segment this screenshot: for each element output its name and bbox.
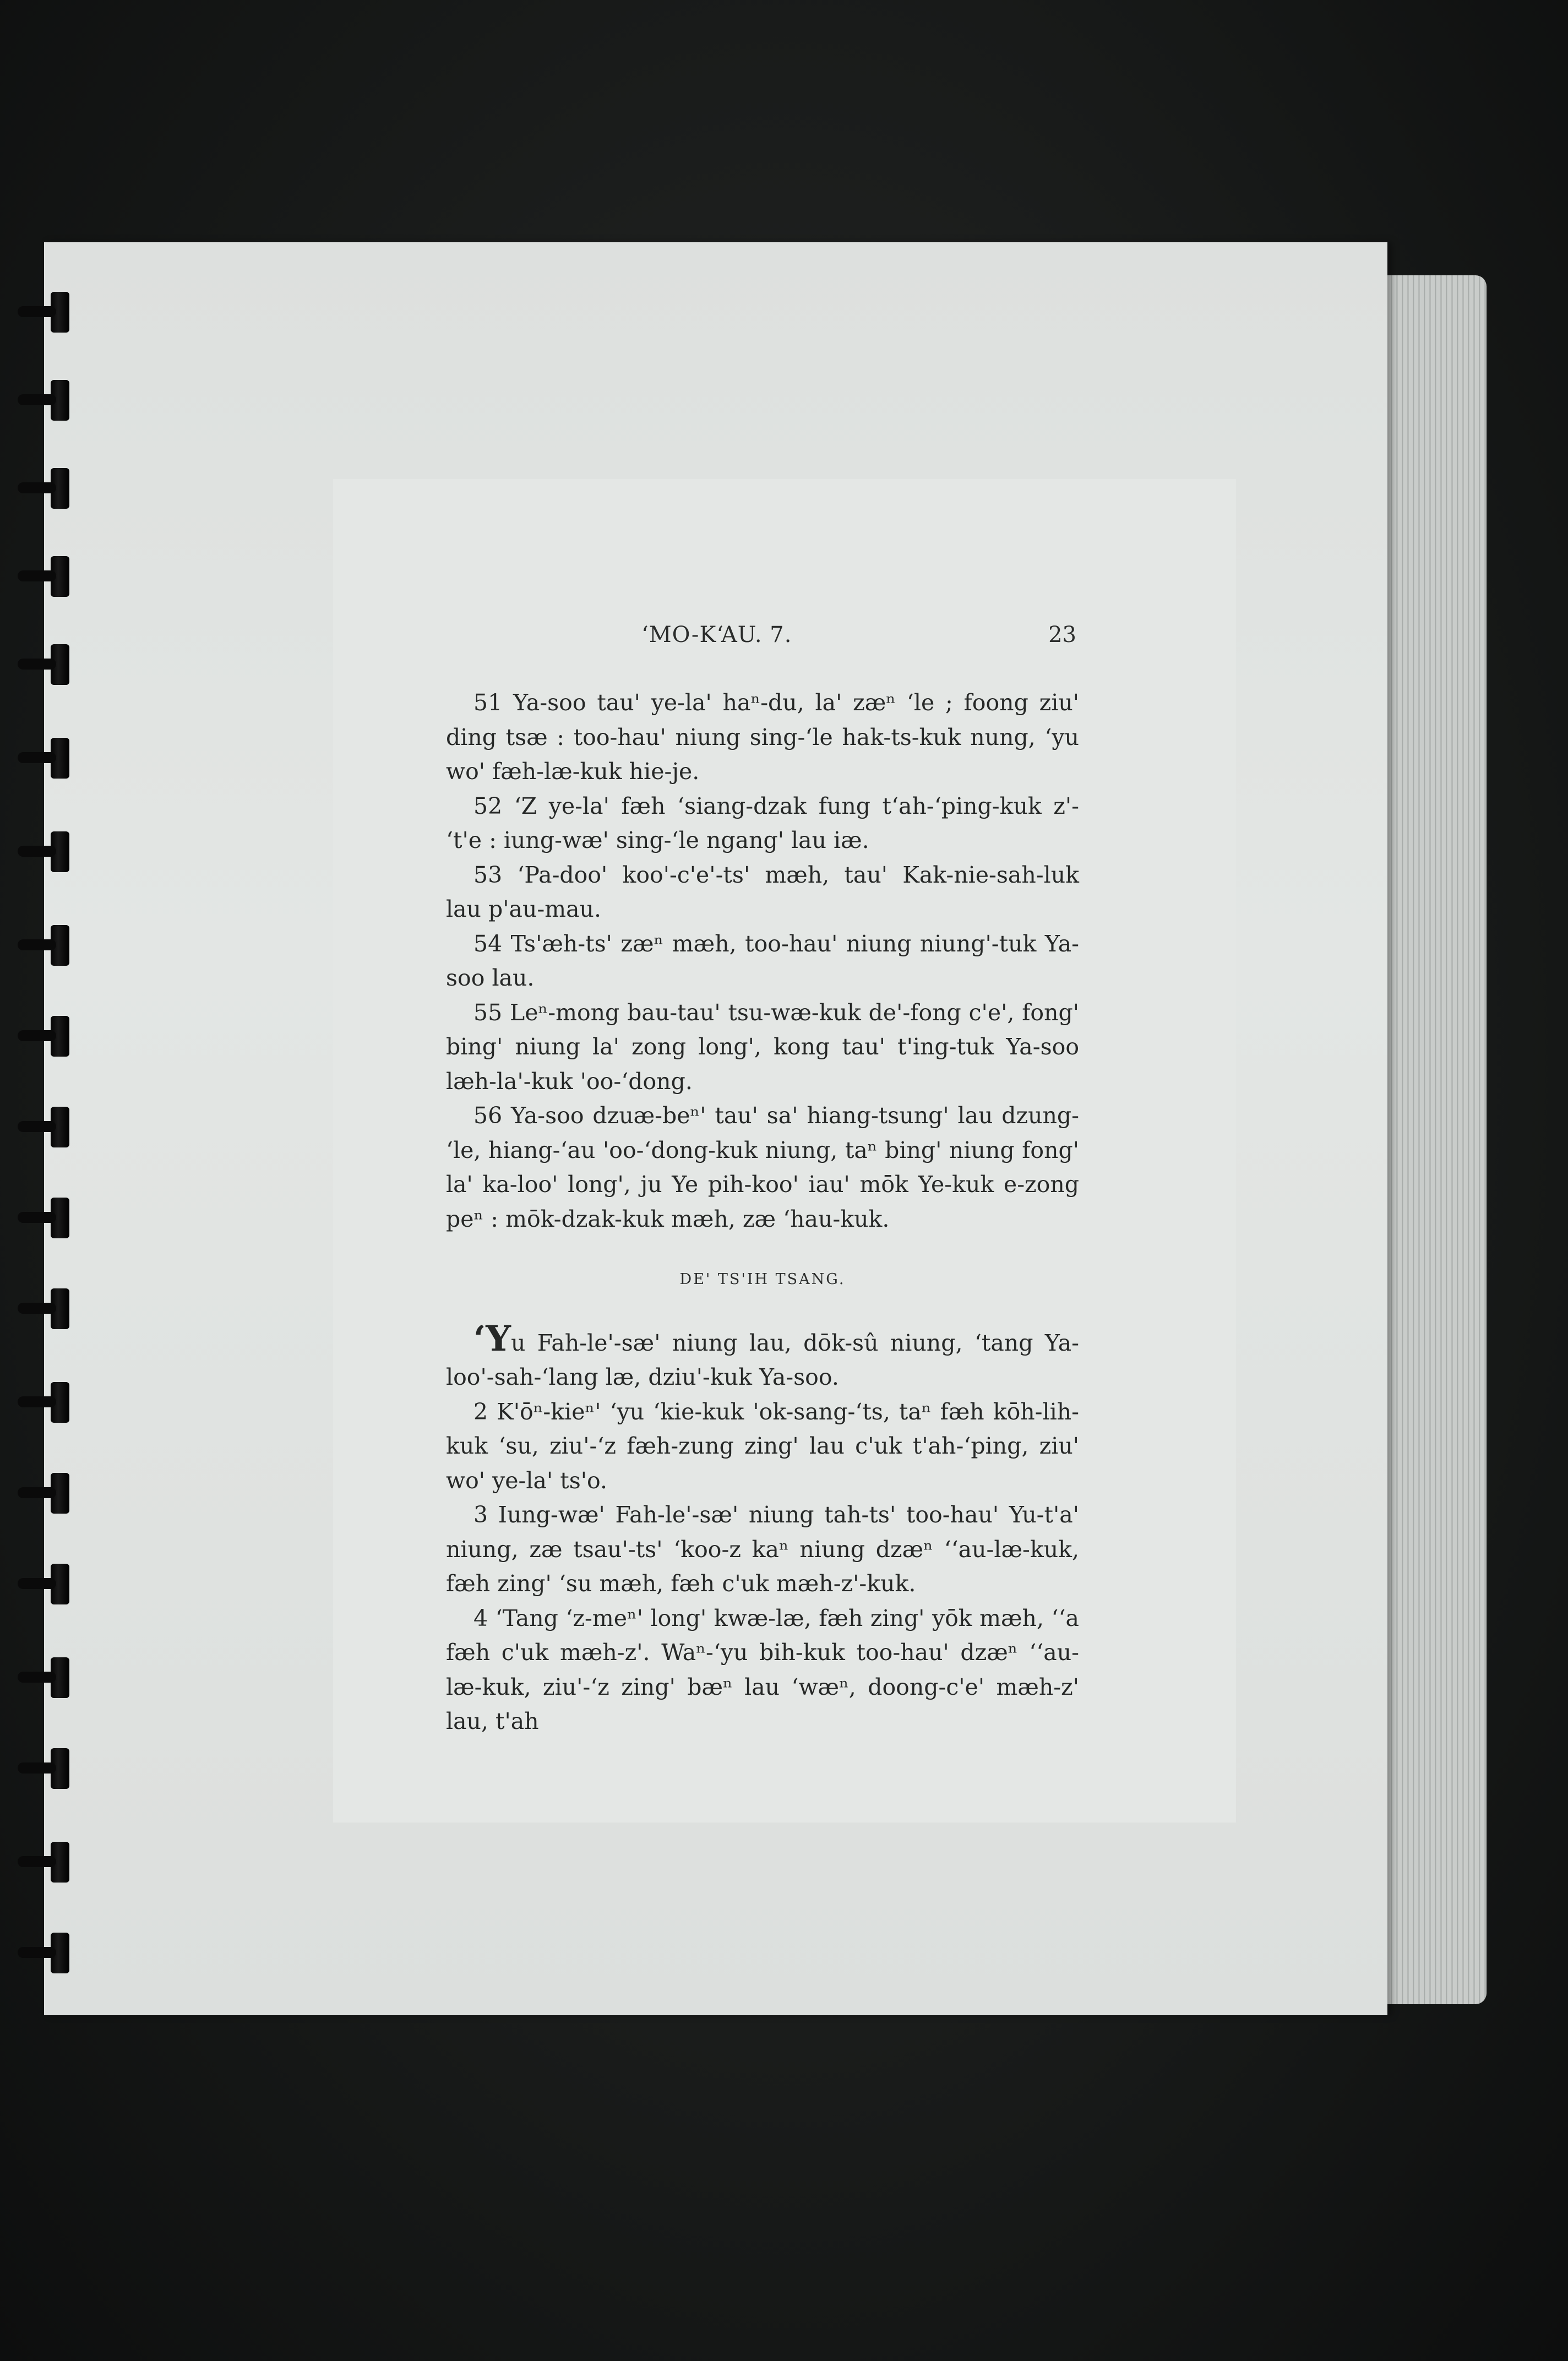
binding-coil bbox=[51, 1657, 69, 1698]
binding-coil bbox=[51, 644, 69, 685]
verse-paragraph: 56 Ya-soo dzuæ-beⁿ' tau' sa' hiang-tsung' lau dzung-ʻle, hiang-ʻau 'oo-ʻdong-kuk niung, taⁿ bing' niung fong' la' ka-loo' long', ju Ye pih-koo' iau' mōk Ye-kuk e-zong peⁿ : mōk-dzak-kuk mæh, zæ ʻhau-kuk. bbox=[446, 1102, 1079, 1232]
binding-coil bbox=[51, 1842, 69, 1883]
binding-coil bbox=[51, 831, 69, 872]
verse-paragraph: 4 ʻTang ʻz-meⁿ' long' kwæ-læ, fæh zing' yōk mæh, ʻʻa fæh c'uk mæh-z'. Waⁿ-ʻyu bih-kuk too-hau' dzæⁿ ʻʻau-læ-kuk, ziu'-ʻz zing' bæⁿ lau ʻwæⁿ, doong-c'e' mæh-z' lau, t'ah bbox=[446, 1604, 1079, 1734]
binding-coil bbox=[51, 1382, 69, 1423]
verse-paragraph: 52 ʻZ ye-la' fæh ʻsiang-dzak fung tʻah-ʻping-kuk z'-ʻt'e : iung-wæ' sing-ʻle ngang' lau iæ. bbox=[446, 792, 1079, 853]
verse-paragraph: 53 ʻPa-doo' koo'-c'e'-ts' mæh, tau' Kak-nie-sah-luk lau p'au-mau. bbox=[446, 861, 1079, 922]
verse-paragraph: 55 Leⁿ-mong bau-tau' tsu-wæ-kuk de'-fong c'e', fong' bing' niung la' zong long', kong tau' t'ing-tuk Ya-soo læh-la'-kuk 'oo-ʻdong. bbox=[446, 999, 1079, 1095]
verse-paragraph: 51 Ya-soo tau' ye-la' haⁿ-du, la' zæⁿ ʻle ; foong ziu' ding tsæ : too-hau' niung sing-ʻle hak-ts-kuk nung, ʻyu wo' fæh-læ-kuk hie-je. bbox=[446, 689, 1079, 785]
drop-cap: ʻY bbox=[473, 1318, 511, 1359]
first-paragraph-text: u Fah-le'-sæ' niung lau, dōk-sû niung, ʻtang Ya-loo'-sah-ʻlang læ, dziu'-kuk Ya-soo. bbox=[446, 1329, 1079, 1390]
verse-paragraph: 2 K'ōⁿ-kieⁿ' ʻyu ʻkie-kuk 'ok-sang-ʻts, taⁿ fæh kōh-lih-kuk ʻsu, ziu'-ʻz fæh-zung zing' lau c'uk t'ah-ʻping, ziu' wo' ye-la' ts'o. bbox=[446, 1398, 1079, 1494]
verse-paragraph: 3 Iung-wæ' Fah-le'-sæ' niung tah-ts' too-hau' Yu-t'a' niung, zæ tsau'-ts' ʻkoo-z kaⁿ niung dzæⁿ ʻʻau-læ-kuk, fæh zing' ʻsu mæh, fæh c'uk mæh-z'-kuk. bbox=[446, 1502, 1079, 1597]
verse-paragraph: 54 Ts'æh-ts' zæⁿ mæh, too-hau' niung niung'-tuk Ya-soo lau. bbox=[446, 930, 1079, 991]
binding-coil bbox=[51, 1198, 69, 1238]
binding-coil bbox=[51, 1748, 69, 1789]
binding-coil bbox=[51, 1016, 69, 1057]
binding-coil bbox=[51, 1107, 69, 1147]
binding-coil bbox=[51, 292, 69, 333]
binding-coil bbox=[51, 925, 69, 966]
binding-coil bbox=[51, 1288, 69, 1329]
binding-coil bbox=[51, 1564, 69, 1604]
binding-coil bbox=[51, 1933, 69, 1973]
binding-coil bbox=[51, 1473, 69, 1514]
page-header bbox=[454, 622, 1076, 655]
binding-coil bbox=[51, 468, 69, 509]
verse-paragraph-first bbox=[446, 1318, 1079, 1395]
binding-coil bbox=[51, 738, 69, 779]
spiral-binding bbox=[0, 0, 77, 2361]
page-number: 23 bbox=[1048, 622, 1076, 648]
binding-coil bbox=[51, 380, 69, 421]
binding-coil bbox=[51, 556, 69, 597]
chapter-heading: DE' TS'IH TSANG. bbox=[679, 1271, 846, 1288]
running-head: ʻMO-KʻAU. 7. bbox=[641, 622, 792, 648]
body-text bbox=[446, 686, 1079, 1739]
